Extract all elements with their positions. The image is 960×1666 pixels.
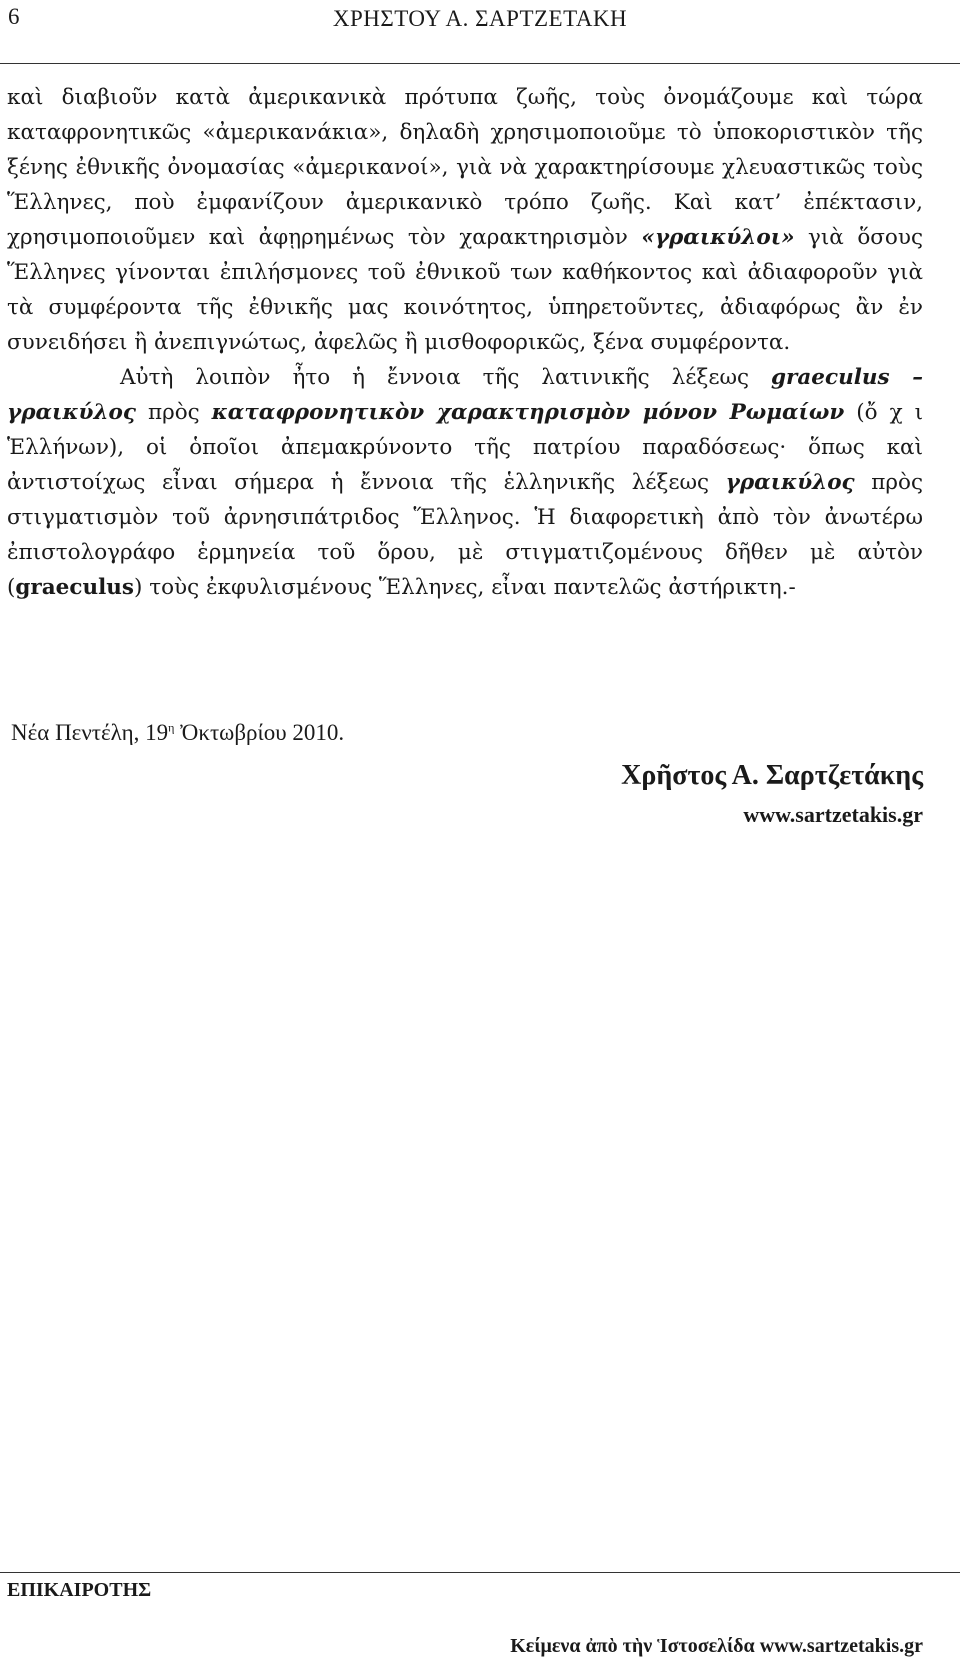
paragraph-2-text-d: πρὸς στιγματισμὸν τοῦ ἀρνησιπάτριδος Ἕλληνος. Ἡ διαφορετικὴ ἀπὸ τὸν ἀνωτέρω ἐπιστολογράφο ἑρμηνεία τοῦ ὅρου, μὲ στιγματιζομένους δῆθεν μὲ αὐτὸν ( xyxy=(7,470,923,600)
header-divider xyxy=(0,63,960,64)
footer-section-label: ΕΠΙΚΑΙΡΟΤΗΣ xyxy=(7,1579,152,1601)
paragraph-2-text-a: Αὐτὴ λοιπὸν ἦτο ἡ ἔννοια τῆς λατινικῆς λέξεως xyxy=(120,365,772,390)
signature-block xyxy=(621,758,923,830)
term-graikyloi: «γραικύλοι» xyxy=(641,225,795,250)
phrase-roman-contempt: καταφρονητικὸν χαρακτηρισμὸν μόνον Ρωμαίων xyxy=(211,400,845,425)
paragraph-2-text-b: πρὸς xyxy=(135,400,212,425)
dateline-place: Νέα Πεντέλη, 19 xyxy=(11,720,169,745)
paragraph-1-text-b: γιὰ ὅσους Ἕλληνες γίνονται ἐπιλήσμονες τοῦ ἐθνικοῦ των καθήκοντος καὶ ἀδιαφοροῦν γιὰ τὰ συμφέροντα τῆς ἐθνικῆς μας κοινότητος, ὑπηρετοῦντες, ἀδιαφόρως ἂν ἐν συνειδήσει ἢ ἀνεπιγνώτως, ἀφελῶς ἢ μισθοφορικῶς, ξένα συμφέροντα. xyxy=(7,225,923,355)
paragraph-2 xyxy=(7,360,923,605)
term-graikylos: γραικύλος xyxy=(725,470,855,495)
author-name: Χρῆστος Α. Σαρτζετάκης xyxy=(621,760,923,791)
paragraph-1-text-a: καὶ διαβιοῦν κατὰ ἀμερικανικὰ πρότυπα ζωῆς, τοὺς ὀνομάζουμε καὶ τώρα καταφρονητικῶς «ἀμερικανάκια», δηλαδὴ χρησιμοποιοῦμε τὸ ὑποκοριστικὸν τῆς ξένης ἐθνικῆς ὀνομασίας «ἀμερικανοί», γιὰ νὰ χαρακτηρίσουμε χλευαστικῶς τοὺς Ἕλληνες, ποὺ ἐμφανίζουν ἀμερικανικὸ τρόπο ζωῆς. Καὶ κατ’ ἐπέκτασιν, χρησιμοποιοῦμεν καὶ ἀφῃρημένως τὸν χαρακτηρισμὸν xyxy=(7,85,923,250)
footer-source: Κείμενα ἀπὸ τὴν Ἱστοσελίδα www.sartzetakis.gr xyxy=(510,1635,923,1657)
dateline-date: Ὀκτωβρίου 2010. xyxy=(174,720,345,745)
author-website[interactable]: www.sartzetakis.gr xyxy=(743,802,923,827)
dateline xyxy=(11,720,344,746)
running-title: ΧΡΗΣΤΟΥ Α. ΣΑΡΤΖΕΤΑΚΗ xyxy=(332,6,628,31)
dateline-ordinal: η xyxy=(168,720,175,735)
term-graeculus: graeculus – γραικύλος xyxy=(7,365,923,425)
paragraph-2-text-c: (ὄ χ ι Ἑλλήνων), οἱ ὁποῖοι ἀπεμακρύνοντο τῆς πατρίου παραδόσεως· ὅπως καὶ ἀντιστοίχως εἶναι σήμερα ἡ ἔννοια τῆς ἑλληνικῆς λέξεως xyxy=(7,400,924,495)
article-body xyxy=(7,80,923,605)
footer-divider xyxy=(0,1572,960,1573)
paragraph-2-text-e: ) τοὺς ἐκφυλισμένους Ἕλληνες, εἶναι παντελῶς ἀστήρικτη.- xyxy=(134,575,796,600)
term-graeculus-bold: graeculus xyxy=(15,575,134,600)
page-number: 6 xyxy=(8,4,20,29)
paragraph-1 xyxy=(7,80,923,360)
